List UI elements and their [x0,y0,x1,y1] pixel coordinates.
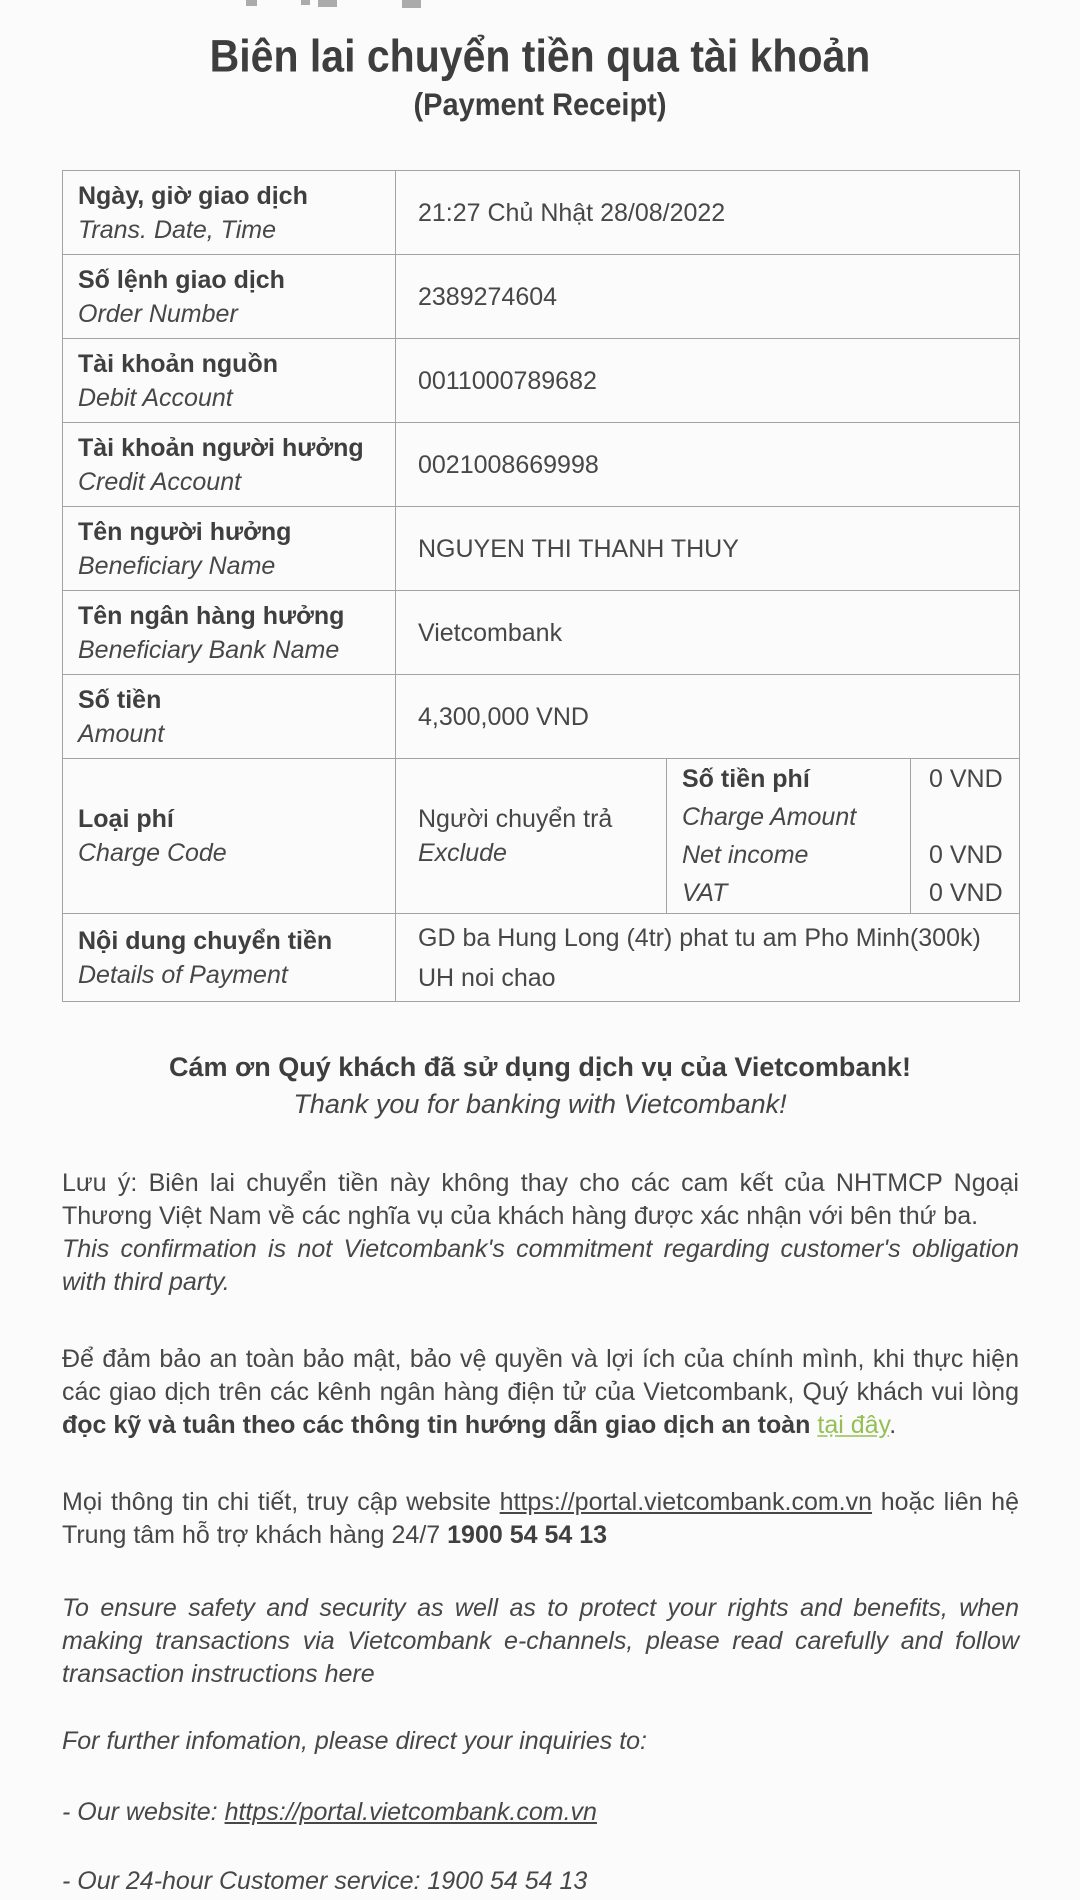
note-further-info: For further infomation, please direct your inquiries to: [62,1727,647,1755]
label-cell-amount [63,675,396,759]
charge-code-value-en: Exclude [418,839,507,867]
label-en: Beneficiary Bank Name [78,635,340,664]
payment-details-value-cell [396,914,1020,1002]
page-title: Biên lai chuyển tiền qua tài khoản [209,30,871,82]
value-cell-trans-date [396,171,1020,255]
label-en: Order Number [78,299,238,328]
beneficiary-bank-value: Vietcombank [418,618,563,647]
note-safety-vi [62,1343,1019,1442]
order-number-value: 2389274604 [418,282,558,311]
credit-account-value: 0021008669998 [418,450,599,479]
table-row-credit-account [63,423,1020,507]
label-en: Charge Code [78,839,227,867]
label-en: Credit Account [78,467,242,496]
label-vi: Tài khoản người hưởng [78,433,364,462]
label-cell-charge-code [63,759,396,914]
table-row-trans-date [63,171,1020,255]
fee-amount-net-income: 0 VND [929,841,1003,869]
label-cell-beneficiary-name [63,507,396,591]
label-en: Beneficiary Name [78,551,276,580]
note-disclaimer-vi: Lưu ý: Biên lai chuyển tiền này không thay cho các cam kết của NHTMCP Ngoại Thương Việt Nam về các nghĩa vụ của khách hàng được xác nhận với bên thứ ba. [62,1169,1019,1230]
portal-website-link[interactable]: https://portal.vietcombank.com.vn [499,1488,873,1516]
table-row-order-number [63,255,1020,339]
table-row-beneficiary-name [63,507,1020,591]
label-en: Details of Payment [78,960,288,989]
fee-label-net-income: Net income [682,841,809,869]
table-row-beneficiary-bank [63,591,1020,675]
label-vi: Tài khoản nguồn [78,349,278,378]
thank-you-block [0,1048,1080,1123]
amount-value: 4,300,000 VND [418,702,589,731]
hotline-number: 1900 54 54 13 [447,1521,608,1549]
value-cell-order-number [396,255,1020,339]
note-customer-service: - Our 24-hour Customer service: 1900 54 54 13 [62,1867,588,1895]
fee-label-vat: VAT [682,879,728,907]
note-our-website [62,1796,1019,1829]
label-vi: Nội dung chuyển tiền [78,926,333,955]
label-vi: Số tiền [78,685,162,714]
table-row-amount [63,675,1020,759]
value-cell-beneficiary-bank [396,591,1020,675]
note-safety-period: . [889,1411,897,1439]
note-contact [62,1486,1019,1552]
fee-label-charge-amount-en: Charge Amount [682,803,857,831]
fee-labels-cell [667,759,911,914]
label-cell-debit-account [63,339,396,423]
table-row-payment-details [63,914,1020,1002]
label-en: Amount [78,719,165,748]
label-cell-order-number [63,255,396,339]
charge-code-value-cell [396,759,667,914]
note-safety-en: To ensure safety and security as well as to protect your rights and benefits, when making transactions via Vietcombank e-channels, please read carefully and follow transaction instructions here [62,1594,1019,1688]
receipt-table [62,170,1020,1002]
note-contact-pre: Mọi thông tin chi tiết, truy cập website [62,1488,500,1516]
our-website-link[interactable]: https://portal.vietcombank.com.vn [224,1798,597,1826]
thank-you-vi: Cám ơn Quý khách đã sử dụng dịch vụ của Vietcombank! [169,1052,911,1082]
payment-details-line1: GD ba Hung Long (4tr) phat tu am Pho Minh(300k) [418,923,981,952]
label-cell-credit-account [63,423,396,507]
our-website-label: - Our website: [62,1798,225,1826]
label-vi: Số lệnh giao dịch [78,265,285,294]
value-cell-amount [396,675,1020,759]
label-en: Trans. Date, Time [78,215,276,244]
payment-details-line2: UH noi chao [418,963,556,992]
trans-date-value: 21:27 Chủ Nhật 28/08/2022 [418,198,726,227]
label-cell-payment-details [63,914,396,1002]
note-disclaimer-en: This confirmation is not Vietcombank's commitment regarding customer's obligation with third party. [62,1235,1019,1296]
fee-amount-vat: 0 VND [929,879,1003,907]
notes-section [62,1167,1019,1898]
note-safety-bold: đọc kỹ và tuân theo các thông tin hướng dẫn giao dịch an toàn [62,1411,818,1439]
value-cell-debit-account [396,339,1020,423]
charge-code-value-vi: Người chuyển trả [418,805,613,833]
note-disclaimer [62,1167,1019,1299]
label-cell-trans-date [63,171,396,255]
fee-amount-blank [929,798,1018,836]
beneficiary-name-value: NGUYEN THI THANH THUY [418,534,739,563]
label-cell-beneficiary-bank [63,591,396,675]
table-row-charge-code [63,759,1020,914]
debit-account-value: 0011000789682 [418,366,597,395]
value-cell-credit-account [396,423,1020,507]
label-vi: Loại phí [78,805,174,833]
table-row-debit-account [63,339,1020,423]
note-contact-mid: hoặc liên hệ Trung tâm hỗ trợ khách hàng 24/7 [62,1488,1019,1549]
fee-amounts-cell [911,759,1020,914]
value-cell-beneficiary-name [396,507,1020,591]
fee-amount-charge: 0 VND [929,765,1003,793]
label-en: Debit Account [78,383,233,412]
note-safety-text: Để đảm bảo an toàn bảo mật, bảo vệ quyền và lợi ích của chính mình, khi thực hiện các giao dịch trên các kênh ngân hàng điện tử của Vietcombank, Quý khách vui lòng [62,1345,1019,1406]
thank-you-en: Thank you for banking with Vietcombank! [293,1089,787,1119]
fee-label-charge-amount-vi: Số tiền phí [682,765,810,793]
label-vi: Tên người hưởng [78,517,292,546]
label-vi: Ngày, giờ giao dịch [78,181,308,210]
page-subtitle: (Payment Receipt) [413,88,667,123]
here-link[interactable]: tại đây [817,1411,890,1439]
label-vi: Tên ngân hàng hưởng [78,601,345,630]
